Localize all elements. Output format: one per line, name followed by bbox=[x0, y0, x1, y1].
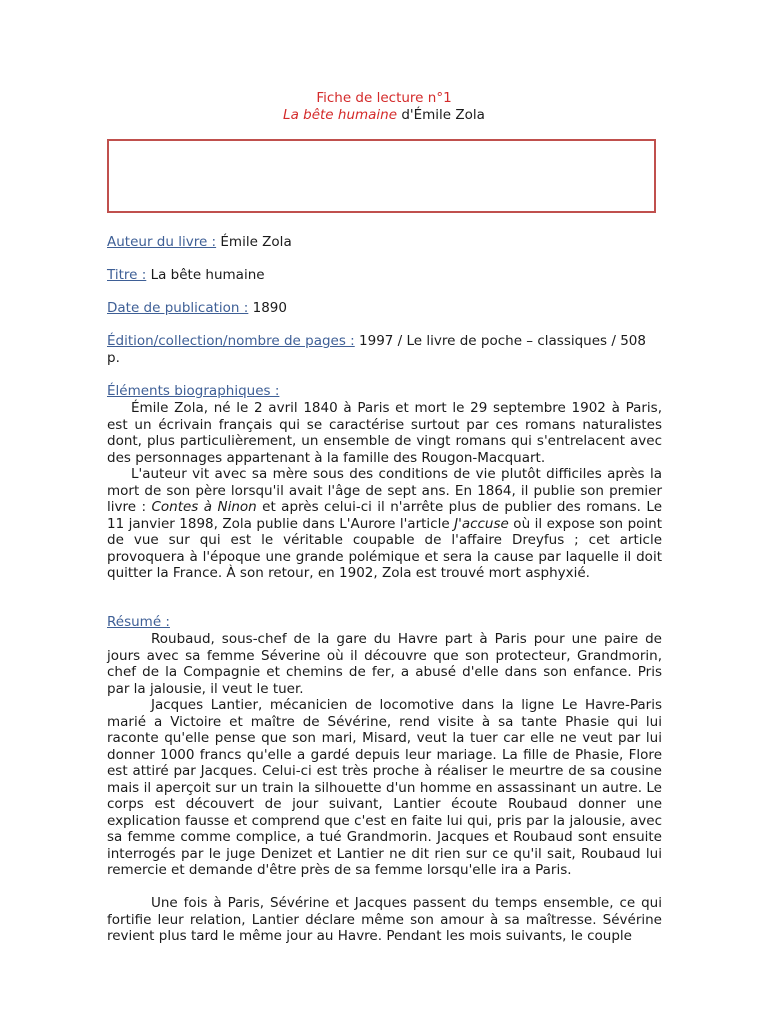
edition-value: 1997 / Le livre de poche – classiques / 508 p. bbox=[107, 333, 646, 366]
title-field bbox=[107, 267, 662, 284]
bio-heading-text: Éléments biographiques : bbox=[107, 383, 280, 399]
edition-label: Édition/collection/nombre de pages : bbox=[107, 333, 355, 349]
title-value: La bête humaine bbox=[146, 267, 265, 283]
title-label: Titre : bbox=[107, 267, 147, 283]
author-value: Émile Zola bbox=[216, 234, 292, 250]
document-subtitle bbox=[0, 107, 768, 124]
book-title-italic: La bête humaine bbox=[283, 107, 398, 123]
summary-heading bbox=[107, 614, 662, 631]
edition-field bbox=[107, 333, 662, 366]
summary-p2-text: Jacques Lantier, mécanicien de locomotive dans la ligne Le Havre-Paris marié a Victoire et maître de Sévérine, rend visite à sa tante Phasie qui lui raconte qu'elle pense que son mari, Misard, veut la tuer car elle ne veut par lui donner 1000 francs qu'elle a gardé depuis leur mariage. La fille de Phasie, Flore est attiré par Jacques. Celui-ci est très proche à réaliser le meurtre de sa cousine mais il aperçoit sur un train la silhouette d'un homme en assassinant un autre. Le corps est découvert de jour suivant, Lantier écoute Roubaud donner une explication fausse et comprend que c'est en faite lui qui, pris par la jalousie, avec sa femme comme complice, a tué Grandmorin. Jacques et Roubaud sont ensuite interrogés par le juge Denizet et Lantier ne dit rien sur ce qu'il sait, Roubaud lui remercie et demande d'être près de sa femme lorsqu'elle ira a Paris. bbox=[107, 697, 662, 878]
date-value: 1890 bbox=[248, 300, 287, 316]
bio-p2-b: et après celui-ci il n'arrête plus de publier des romans. Le 11 janvier 1898, Zola publie dans L'Aurore l'article bbox=[107, 499, 662, 532]
document-title-block bbox=[0, 90, 768, 124]
summary-paragraph-1 bbox=[107, 631, 662, 697]
summary-paragraph-3 bbox=[107, 895, 662, 945]
bio-heading bbox=[107, 383, 662, 400]
summary-p1-text: Roubaud, sous-chef de la gare du Havre part à Paris pour une paire de jours avec sa femme Séverine où il découvre que son protecteur, Grandmorin, chef de la Compagnie et chemins de fer, a abusé d'elle dans son enfance. Pris par la jalousie, il veut le tuer. bbox=[107, 631, 662, 697]
bio-p2-article-title: J'accuse bbox=[454, 515, 509, 532]
document-title: Fiche de lecture n°1 bbox=[316, 90, 452, 106]
empty-frame-box bbox=[107, 139, 656, 213]
bio-p2-a: L'auteur vit avec sa mère sous des conditions de vie plutôt difficiles après la mort de son père lorsqu'il avait l'âge de sept ans. En 1864, il publie son premier livre : bbox=[107, 466, 662, 515]
bio-p2-book-title: Contes à Ninon bbox=[151, 499, 257, 515]
subtitle-author: d'Émile Zola bbox=[397, 107, 485, 123]
summary-heading-text: Résumé : bbox=[107, 614, 170, 630]
date-field bbox=[107, 300, 662, 317]
bio-paragraph-1 bbox=[107, 400, 662, 466]
bio-p1-text: Émile Zola, né le 2 avril 1840 à Paris et mort le 29 septembre 1902 à Paris, est un écrivain français qui se caractérise surtout par ces romans naturalistes dont, plus particulièrement, un ensemble de vingt romans qui s'entrelacent avec des personnages appartenant à la famille des Rougon-Macquart. bbox=[107, 400, 662, 466]
bio-p2-c: où il expose son point de vue sur qui est le véritable coupable de l'affaire Dreyfus ; cet article provoquera à l'époque une grande polémique et sera la cause par laquelle il doit quitter la France. À son retour, en 1902, Zola est trouvé mort asphyxié. bbox=[107, 515, 663, 581]
date-label: Date de publication : bbox=[107, 300, 249, 316]
bio-paragraph-2 bbox=[107, 466, 662, 582]
summary-paragraph-2 bbox=[107, 697, 662, 879]
author-field bbox=[107, 234, 662, 251]
author-label: Auteur du livre : bbox=[107, 234, 217, 250]
summary-p3-text: Une fois à Paris, Sévérine et Jacques passent du temps ensemble, ce qui fortifie leur relation, Lantier déclare même son amour à sa maîtresse. Sévérine revient plus tard le même jour au Havre. Pendant les mois suivants, le couple bbox=[107, 895, 662, 944]
